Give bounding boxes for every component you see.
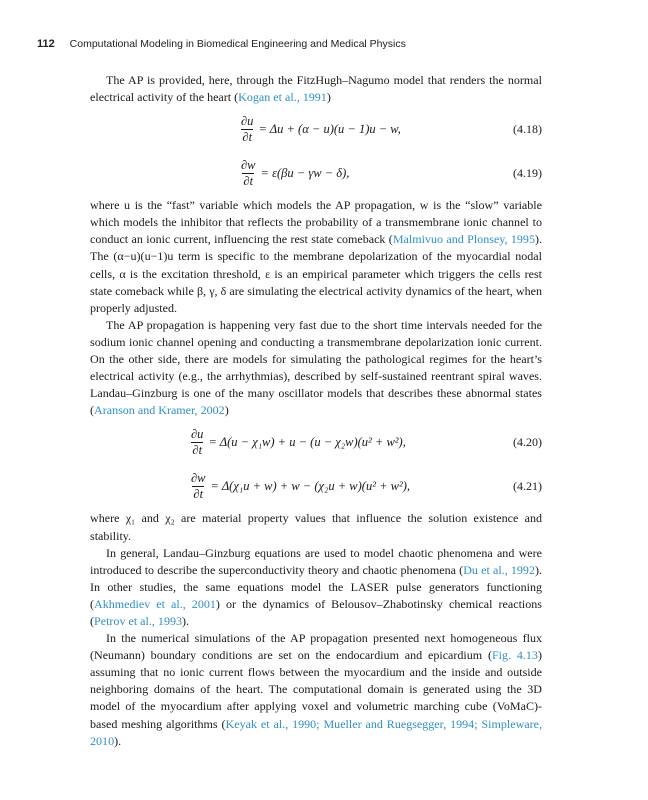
fraction-denominator: ∂t [193,486,204,501]
fraction-numerator: ∂u [191,426,204,441]
equation-number: (4.18) [513,121,542,136]
fraction-numerator: ∂w [191,470,206,485]
equation-4-18 [90,109,542,149]
equation-rhs: = Δu + (α − u)(u − 1)u − w, [258,121,401,136]
partial-fraction [190,427,204,458]
paragraph-text: ) [224,403,229,418]
equation-rhs: = Δ(χ₁u + w) + w − (χ₂u + w)(u² + w²), [210,478,410,493]
running-header [37,38,597,50]
equation-number: (4.20) [513,434,542,449]
paragraph-6 [90,630,542,750]
paragraph-5 [90,545,542,630]
fraction-numerator: ∂u [241,113,254,128]
paragraph-text: In the numerical simulations of the AP propagation presented next homogeneous flux (Neumann) boundary conditions are set on the endocardium and epicardium ( [90,631,542,663]
equation-number: (4.19) [513,165,542,180]
paragraph-text: ) assuming that no ionic current flows between the myocardium and the inside and outside neighboring domains of the heart. The computational domain is generated using the 3D model of the myocardium after applying voxel and volumetric marching cube (VoMaC)-based meshing algorithms ( [90,648,542,731]
equation-number: (4.21) [513,478,542,493]
figure-link[interactable]: Fig. 4.13 [491,648,538,663]
paragraph-4: where χ₁ and χ₂ are material property values that influence the solution existence and stability. [90,511,542,543]
paragraph-text: where u is the “fast” variable which models the AP propagation, w is the “slow” variable which models the inhibitor that reflects the probability of a transmembrane ionic channel to conduct an ionic current, influencing the rest state comeback ( [90,198,542,247]
paragraph-text: ). [182,613,190,628]
paragraph-1 [90,72,542,106]
citation-link[interactable]: Du et al., 1992 [463,562,535,577]
fraction-denominator: ∂t [192,442,203,457]
page-body [90,72,542,750]
paragraph-text: ). In other studies, the same equations model the LASER pulse generators functioning ( [90,562,543,611]
citation-link[interactable]: Petrov et al., 1993 [94,613,183,628]
citation-link[interactable]: Kogan et al., 1991 [238,90,327,105]
partial-fraction [190,471,207,502]
fraction-denominator: ∂t [243,173,254,188]
page-number: 112 [37,38,55,50]
equation-4-19 [90,153,542,193]
citation-link[interactable]: Aranson and Kramer, 2002 [94,403,225,418]
paragraph-text: The AP propagation is happening very fast due to the short time intervals needed for the sodium ionic channel opening and conducting a transmembrane depolarization ionic current. On the other side, there are models for simulating the pathological regimes for the heart’s electrical activity (e.g., the arrhythmias), described by self-sustained reentrant spiral waves. Landau–Ginzburg is one of the many oscillator models that describes these abnormal states ( [90,317,542,418]
paragraph-text: The AP is provided, here, through the FitzHugh–Nagumo model that renders the normal electrical activity of the heart ( [90,73,542,105]
paragraph-2 [90,197,542,317]
partial-fraction [240,114,254,145]
citation-link[interactable]: Akhmediev et al., 2001 [94,596,216,611]
partial-fraction [240,158,257,189]
equation-rhs: = Δ(u − χ₁w) + u − (u − χ₂w)(u² + w²), [208,434,406,449]
citation-link[interactable]: Keyak et al., 1990; Mueller and Ruegsegger, 1994; Simpleware, 2010 [90,716,543,748]
citation-link[interactable]: Malmivuo and Plonsey, 1995 [392,232,535,247]
equation-4-21 [90,466,542,506]
paragraph-text: ). The (α−u)(u−1)u term is specific to the membrane depolarization of the myocardial nodal cells, α is the excitation threshold, ε is an empirical parameter which triggers the cells rest state comeback while β, γ, δ are simulating the electrical activity dynamics of the heart, when properly adjusted. [90,232,542,315]
fraction-numerator: ∂w [241,157,256,172]
paragraph-text: ) [326,90,331,105]
paragraph-text: In general, Landau–Ginzburg equations are used to model chaotic phenomena and were introduced to describe the superconductivity theory and chaotic phenomena ( [90,545,542,577]
paragraph-text: ) or the dynamics of Belousov–Zhabotinsky chemical reactions ( [90,596,542,628]
paragraph-text: ). [114,733,122,748]
running-title: Computational Modeling in Biomedical Engineering and Medical Physics [69,38,406,50]
fraction-denominator: ∂t [242,129,253,144]
equation-4-20 [90,422,542,462]
equation-rhs: = ε(βu − γw − δ), [260,165,350,180]
paragraph-3 [90,317,542,420]
